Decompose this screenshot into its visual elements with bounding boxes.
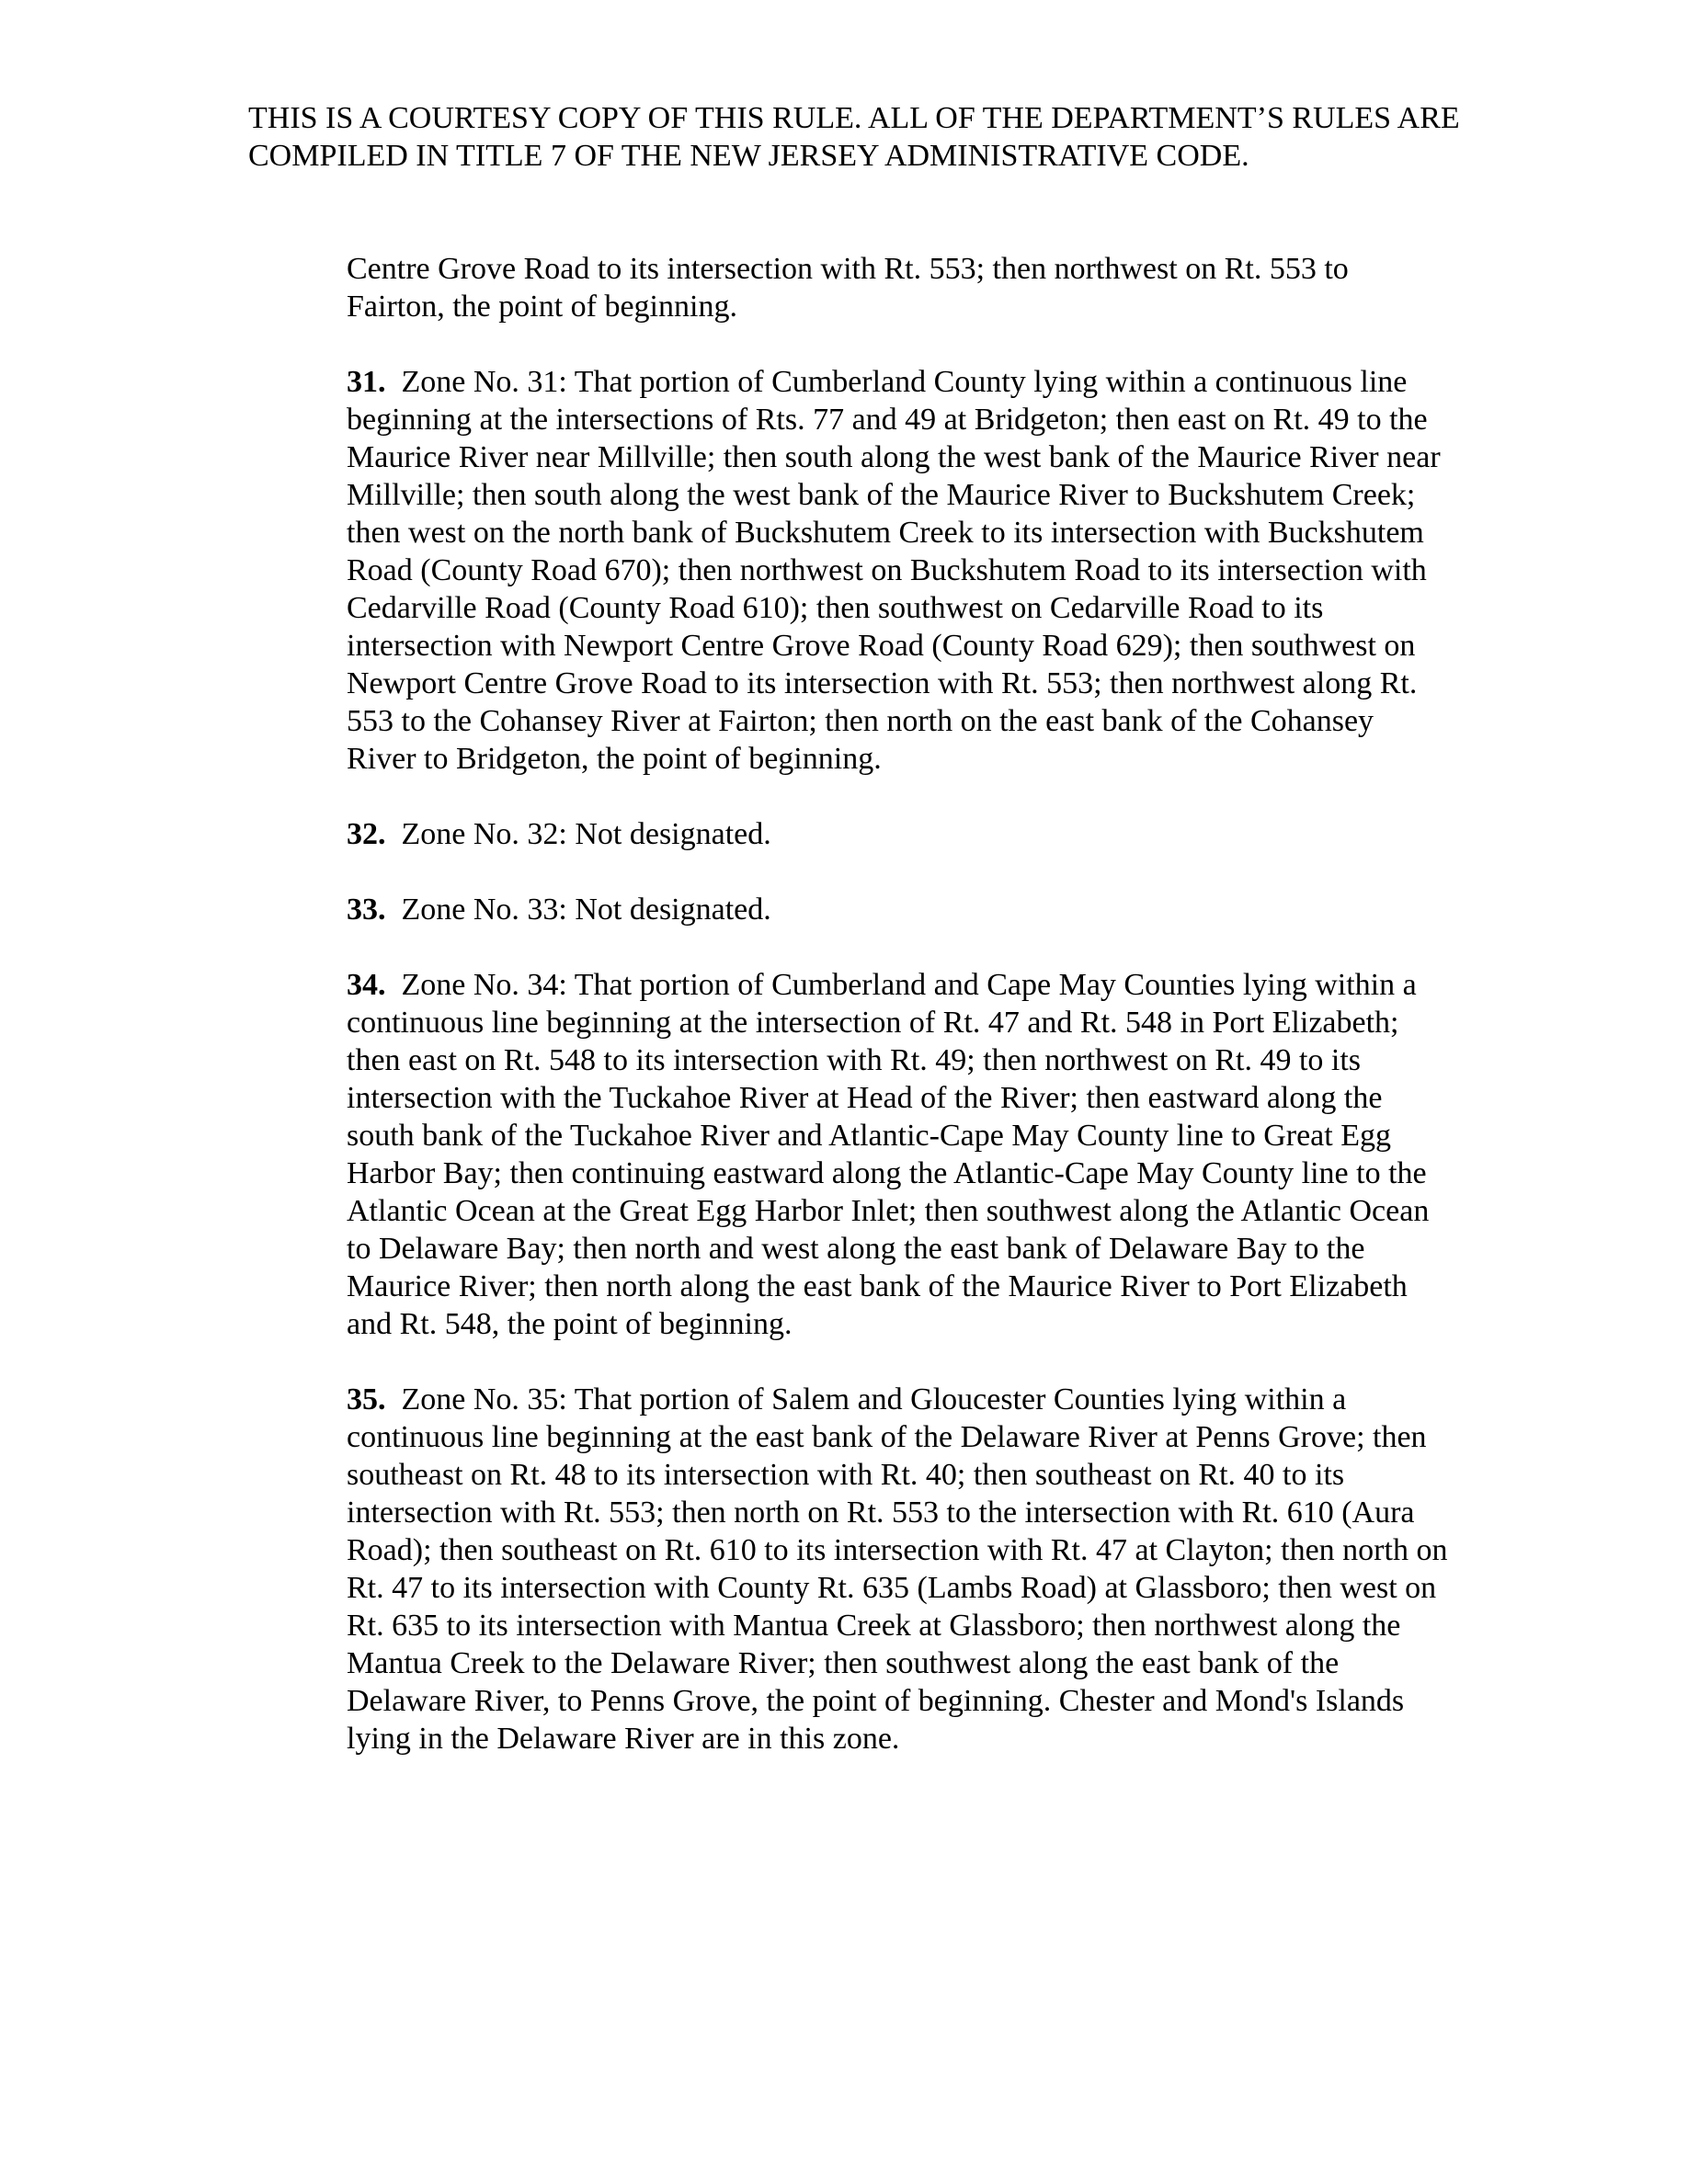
zone-34-paragraph [347, 966, 1450, 1343]
rule-text-body [347, 250, 1450, 1795]
zone-31-paragraph [347, 363, 1450, 778]
zone-33-paragraph [347, 891, 1450, 928]
courtesy-copy-notice: THIS IS A COURTESY COPY OF THIS RULE. ALL OF THE DEPARTMENT’S RULES ARE COMPILED IN TITLE 7 OF THE NEW JERSEY ADMINISTRATIVE CODE. [248, 101, 1460, 173]
paragraph-number: 32. [347, 817, 386, 851]
paragraph-number: 33. [347, 893, 386, 927]
paragraph-text: Zone No. 35: That portion of Salem and Gloucester Counties lying within a continuous line beginning at the east bank of the Delaware River at Penns Grove; then southeast on Rt. 48 to its intersection with Rt. 40; then southeast on Rt. 40 to its intersection with Rt. 553; then north on Rt. 553 to the intersection with Rt. 610 (Aura Road); then southeast on Rt. 610 to its intersection with Rt. 47 at Clayton; then north on Rt. 47 to its intersection with County Rt. 635 (Lambs Road) at Glassboro; then west on Rt. 635 to its intersection with Mantua Creek at Glassboro; then northwest along the Mantua Creek to the Delaware River; then southwest along the east bank of the Delaware River, to Penns Grove, the point of beginning. Chester and Mond's Islands lying in the Delaware River are in this zone. [347, 1382, 1448, 1756]
zone-32-paragraph [347, 815, 1450, 853]
continuation-paragraph [347, 250, 1450, 325]
paragraph-text: Zone No. 33: Not designated. [401, 893, 771, 927]
zone-35-paragraph [347, 1381, 1450, 1757]
paragraph-text: Zone No. 31: That portion of Cumberland County lying within a continuous line beginning at the intersections of Rts. 77 and 49 at Bridgeton; then east on Rt. 49 to the Maurice River near Millville; then south along the west bank of the Maurice River near Millville; then south along the west bank of the Maurice River to Buckshutem Creek; then west on the north bank of Buckshutem Creek to its intersection with Buckshutem Road (County Road 670); then northwest on Buckshutem Road to its intersection with Cedarville Road (County Road 610); then southwest on Cedarville Road to its intersection with Newport Centre Grove Road (County Road 629); then southwest on Newport Centre Grove Road to its intersection with Rt. 553; then northwest along Rt. 553 to the Cohansey River at Fairton; then north on the east bank of the Cohansey River to Bridgeton, the point of beginning. [347, 365, 1441, 776]
paragraph-number: 35. [347, 1382, 386, 1416]
paragraph-number: 34. [347, 968, 386, 1002]
paragraph-text: Zone No. 34: That portion of Cumberland and Cape May Counties lying within a continuous line beginning at the intersection of Rt. 47 and Rt. 548 in Port Elizabeth; then east on Rt. 548 to its intersection with Rt. 49; then northwest on Rt. 49 to its intersection with the Tuckahoe River at Head of the River; then eastward along the south bank of the Tuckahoe River and Atlantic-Cape May County line to Great Egg Harbor Bay; then continuing eastward along the Atlantic-Cape May County line to the Atlantic Ocean at the Great Egg Harbor Inlet; then southwest along the Atlantic Ocean to Delaware Bay; then north and west along the east bank of Delaware Bay to the Maurice River; then north along the east bank of the Maurice River to Port Elizabeth and Rt. 548, the point of beginning. [347, 968, 1430, 1341]
paragraph-text: Zone No. 32: Not designated. [401, 817, 771, 851]
paragraph-number: 31. [347, 365, 386, 399]
paragraph-text: Centre Grove Road to its intersection with Rt. 553; then northwest on Rt. 553 to Fairton, the point of beginning. [347, 252, 1349, 324]
